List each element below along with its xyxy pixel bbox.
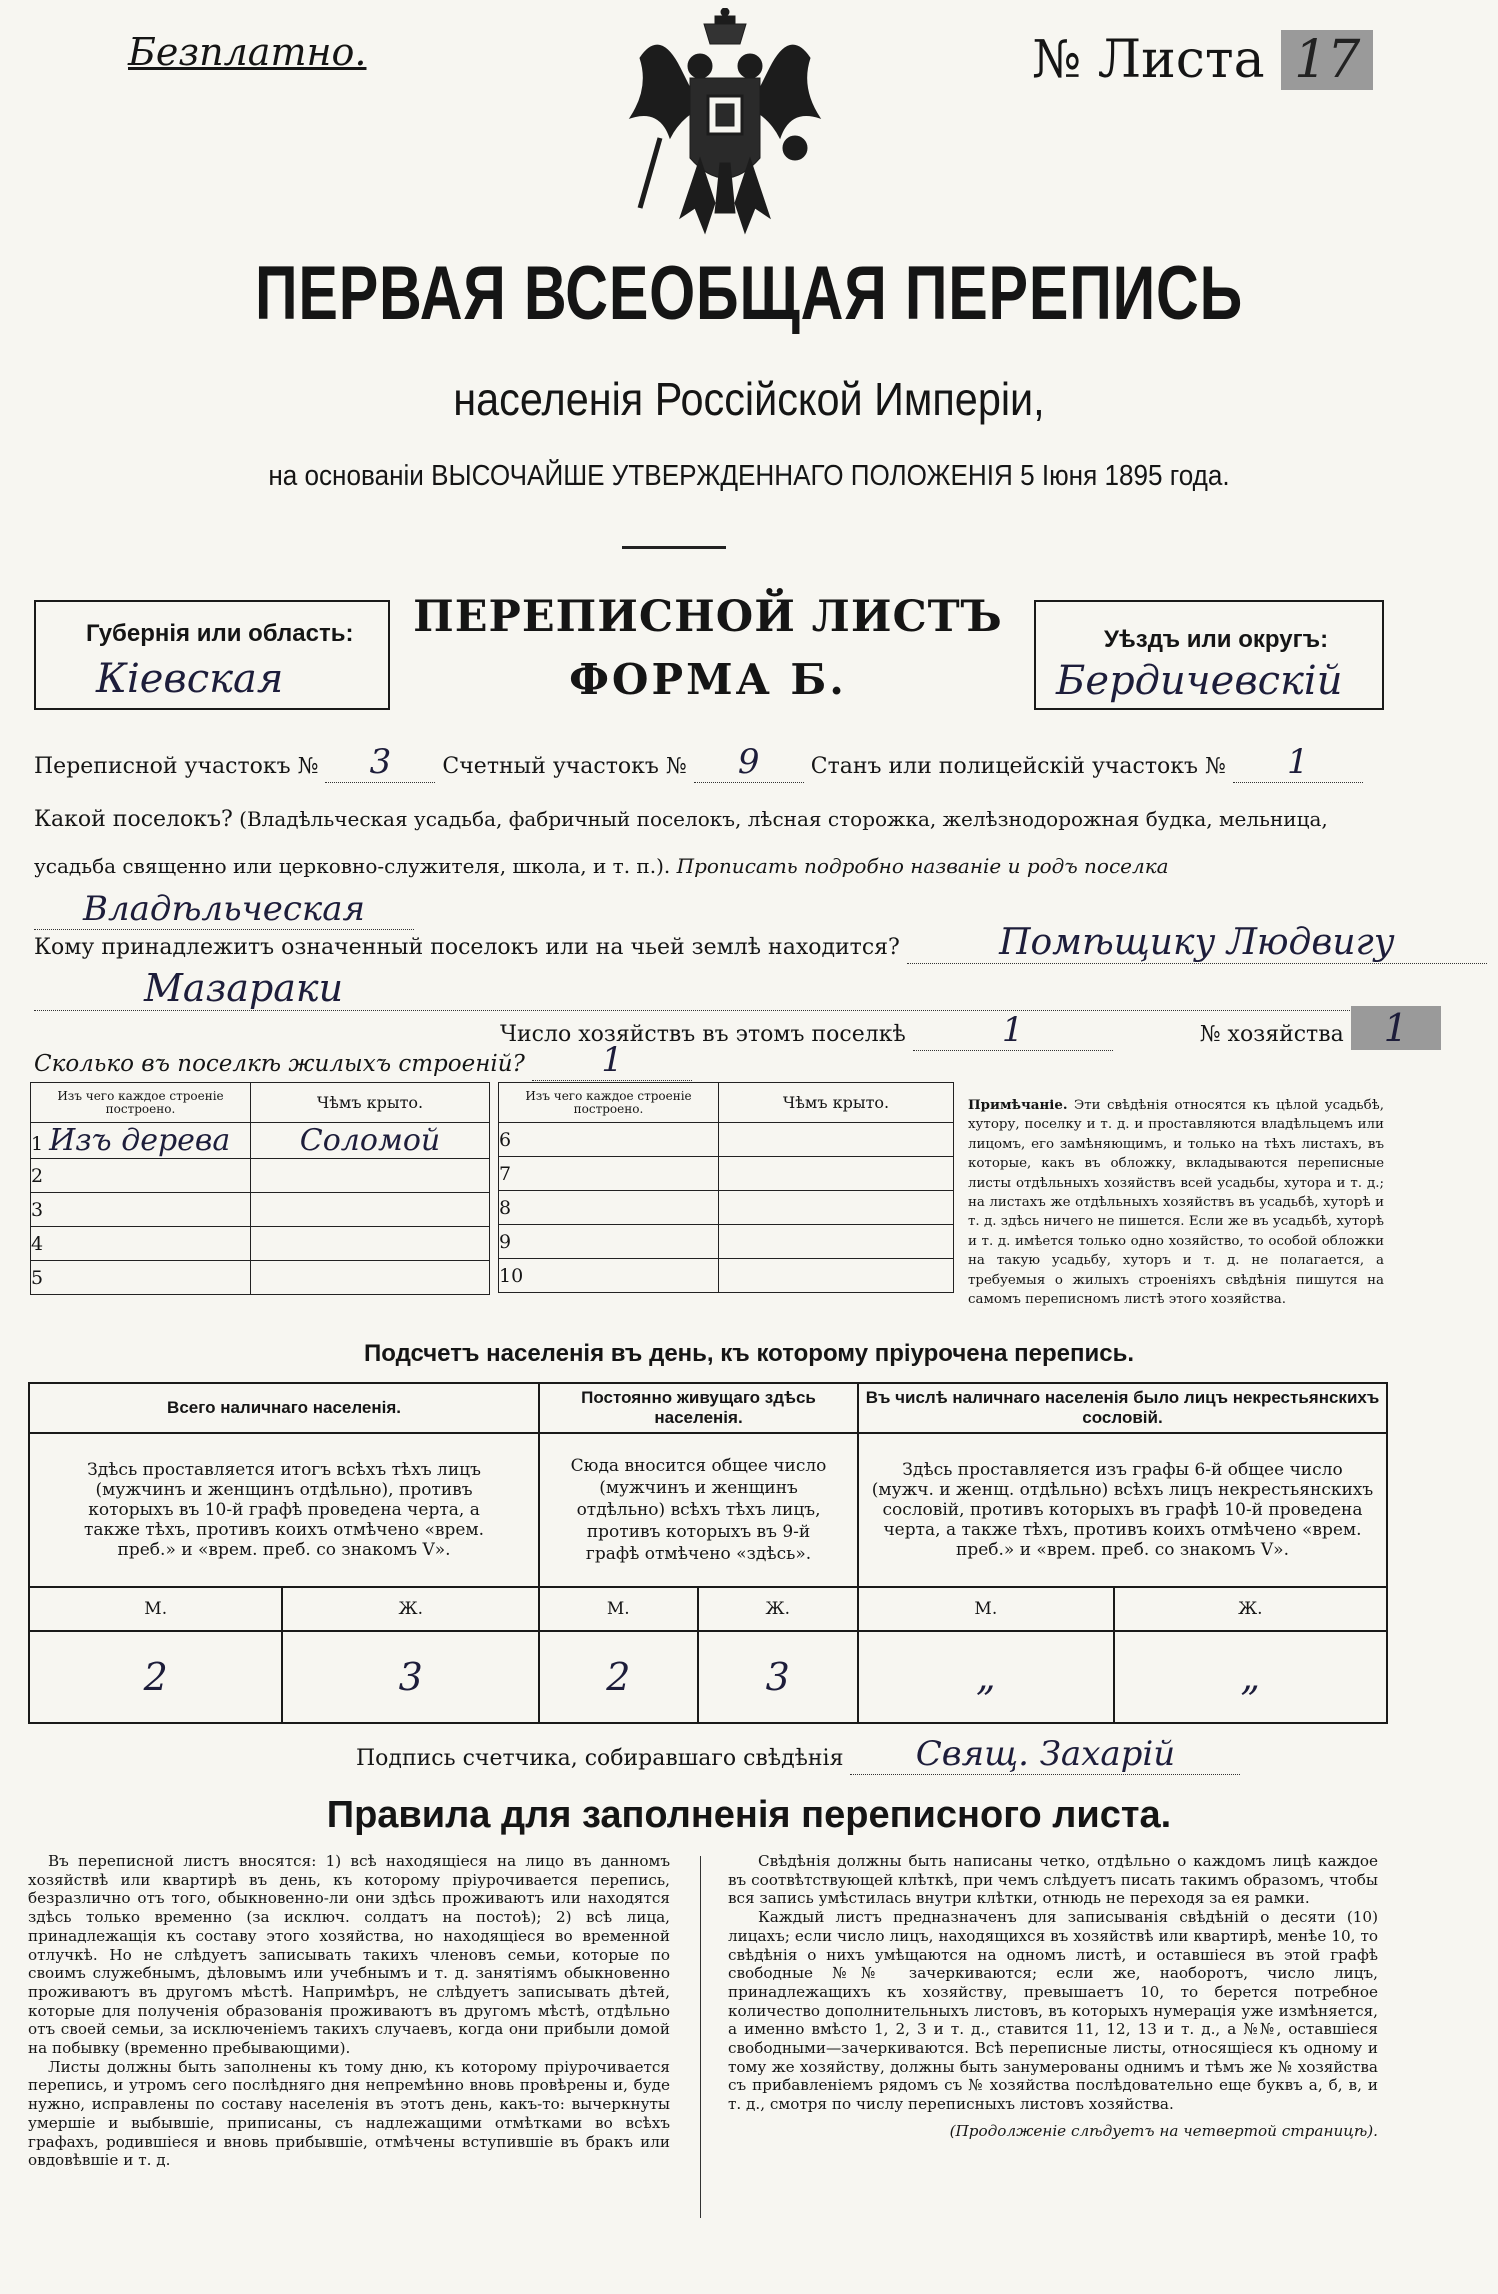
areas-row xyxy=(34,742,1394,783)
building-row-material[interactable]: 8 xyxy=(499,1191,719,1225)
building-roof-value[interactable] xyxy=(251,1159,490,1193)
settlement-value[interactable]: Владѣльческая xyxy=(34,889,414,930)
counting-area-value[interactable]: 9 xyxy=(694,742,804,783)
totals-table xyxy=(28,1382,1388,1724)
households-label: Число хозяйствъ въ этомъ поселкѣ xyxy=(500,1022,906,1047)
building-roof-value[interactable] xyxy=(719,1157,954,1191)
title-divider xyxy=(622,546,726,549)
signature-label: Подпись счетчика, собиравшаго свѣдѣнія xyxy=(356,1746,844,1771)
sheet-title: ПЕРЕПИСНОЙ ЛИСТЪ xyxy=(413,592,1003,642)
rules-right-column xyxy=(728,1852,1378,2141)
buildings-note xyxy=(968,1096,1384,1309)
rules-right-paragraph-1: Свѣдѣнія должны быть написаны четко, отдѣльно о каждомъ лицѣ каждое въ соотвѣтствующей клѣткѣ, при чемъ слѣдуетъ писать такимъ образомъ, чтобы вся запись умѣстилась внутри клѣтки, отнюдь не переходя за ея рамки. xyxy=(728,1852,1378,1908)
building-row-material[interactable]: 3 xyxy=(31,1193,251,1227)
totals-heading: Подсчетъ населенія въ день, къ которому пріурочена перепись. xyxy=(364,1340,1134,1367)
settlement-label: Какой поселокъ? xyxy=(34,807,233,832)
building-row-material[interactable]: 6 xyxy=(499,1123,719,1157)
census-area-label: Переписной участокъ № xyxy=(34,754,319,779)
district-label: Уѣздъ или округъ: xyxy=(1104,626,1329,653)
page-subtitle: населенія Россійской Имперіи, xyxy=(453,373,1045,425)
building-material-value: Изъ дерева xyxy=(49,1123,231,1158)
stan-label: Станъ или полицейскій участокъ № xyxy=(810,754,1226,779)
total-permanent-female[interactable]: 3 xyxy=(698,1631,858,1723)
buildings-label: Сколько въ поселкѣ жилыхъ строеній? xyxy=(34,1051,525,1077)
female-label: Ж. xyxy=(282,1587,539,1631)
sheet-number-block xyxy=(1032,30,1373,90)
free-label: Безплатно. xyxy=(128,30,367,74)
total-all-male[interactable]: 2 xyxy=(29,1631,282,1723)
sheet-number-value: 17 xyxy=(1281,30,1373,90)
buildings-value[interactable]: 1 xyxy=(532,1040,692,1081)
female-label: Ж. xyxy=(698,1587,858,1631)
building-row-material[interactable]: 10 xyxy=(499,1259,719,1293)
rules-column-divider xyxy=(700,1856,701,2218)
buildings-table-left xyxy=(30,1082,490,1295)
male-label: М. xyxy=(29,1587,282,1631)
province-value[interactable]: Кіевская xyxy=(96,656,284,702)
building-roof-value[interactable] xyxy=(251,1227,490,1261)
total-nonpeasant-male[interactable]: „ xyxy=(858,1631,1114,1723)
building-roof-value[interactable] xyxy=(719,1123,954,1157)
settlement-instruction: Прописать подробно названіе и родъ поселка xyxy=(676,854,1169,878)
province-label: Губернія или область: xyxy=(86,620,354,647)
district-box xyxy=(1034,600,1384,710)
total-permanent-male[interactable]: 2 xyxy=(539,1631,697,1723)
building-row-material[interactable]: 1 Изъ дерева xyxy=(31,1123,251,1159)
building-roof-value[interactable]: Соломой xyxy=(251,1123,490,1159)
district-value[interactable]: Бердичевскій xyxy=(1056,658,1343,704)
roof-header: Чѣмъ крыто. xyxy=(251,1083,490,1123)
household-number-value[interactable]: 1 xyxy=(1351,1006,1441,1050)
total-permanent-title: Постоянно живущаго здѣсь населенія. xyxy=(539,1383,858,1433)
total-nonpeasant-title: Въ числѣ наличнаго населенія было лицъ некрестьянскихъ сословій. xyxy=(858,1383,1387,1433)
total-all-female[interactable]: 3 xyxy=(282,1631,539,1723)
building-roof-value[interactable] xyxy=(251,1193,490,1227)
building-roof-value[interactable] xyxy=(719,1191,954,1225)
buildings-row xyxy=(34,1040,692,1081)
building-row-material[interactable]: 2 xyxy=(31,1159,251,1193)
page-basis: на основаніи ВЫСОЧАЙШЕ УТВЕРЖДЕННАГО ПОЛОЖЕНІЯ 5 Іюня 1895 года. xyxy=(268,460,1230,492)
rules-left-paragraph-2: Листы должны быть заполнены къ тому дню, къ которому пріурочивается перепись, и утромъ сего послѣдняго дня непремѣнно вновь провѣрены и, буде нужно, исправлены по составу населенія въ этотъ день, какъ-то: вычеркнуты умершіе и выбывшіе, приписаны, съ надлежащими отмѣтками во всѣхъ графахъ, родившіеся и вновь прибывшіе, отмѣчены вступившіе въ бракъ или овдовѣвшіе и т. д. xyxy=(28,2057,670,2170)
stan-value[interactable]: 1 xyxy=(1233,742,1363,783)
rules-left-paragraph-1: Въ переписной листъ вносятся: 1) всѣ находящіеся на лицо въ данномъ хозяйствѣ или квартирѣ въ день, къ которому пріурочивается перепись, безразлично отъ того, обыкновенно-ли они здѣсь проживаютъ или находятся здѣсь только временно (за исключ. солдатъ на постоѣ); 2) всѣ лица, принадлежащія къ составу этого хозяйства, но находящіеся во временной отлучкѣ. Но не слѣдуетъ записывать такихъ членовъ семьи, которые по своимъ служебнымъ, дѣловымъ или учебнымъ и т. д. занятіямъ обыкновенно проживаютъ въ другомъ мѣстѣ. Напримѣръ, не слѣдуетъ записывать дѣтей, которые для полученія образованія проживаютъ въ другомъ мѣстѣ, отдѣльно отъ своей семьи, за исключеніемъ такихъ случаевъ, когда они прибыли домой на побывку (временно пребывающими). xyxy=(28,1852,670,2058)
building-row-material[interactable]: 4 xyxy=(31,1227,251,1261)
total-all-desc: Здѣсь проставляется итогъ всѣхъ тѣхъ лицъ (мужчинъ и женщинъ отдѣльно), противъ которыхъ въ 10-й графѣ проведена черта, а также тѣхъ, противъ коихъ отмѣчено «врем. преб.» и «врем. преб. со знакомъ V». xyxy=(29,1433,539,1587)
owner-block xyxy=(34,922,1394,1011)
owner-value-2[interactable]: Мазараки xyxy=(34,966,1394,1011)
rules-title: Правила для заполненія переписного листа. xyxy=(326,1794,1172,1836)
building-row-material[interactable]: 7 xyxy=(499,1157,719,1191)
building-roof-value[interactable] xyxy=(251,1261,490,1295)
signature-row xyxy=(356,1734,1240,1775)
owner-value-1[interactable]: Помѣщику Людвигу xyxy=(907,922,1487,964)
province-box xyxy=(34,600,390,710)
building-row-material[interactable]: 9 xyxy=(499,1225,719,1259)
building-roof-value[interactable] xyxy=(719,1225,954,1259)
settlement-hint: (Владѣльческая усадьба, фабричный поселокъ, лѣсная сторожка, желѣзнодорожная будка, мельница, усадьба священно или церковно-служителя, школа, и т. п.). xyxy=(34,807,1328,878)
male-label: М. xyxy=(858,1587,1114,1631)
female-label: Ж. xyxy=(1114,1587,1387,1631)
note-text: Эти свѣдѣнія относятся къ цѣлой усадьбѣ, хутору, поселку и т. д. и проставляются владѣльцемъ или лицомъ, его замѣняющимъ, и только на тѣхъ листахъ, въ которые, какъ въ обложку, вкладываются переписные листы отдѣльныхъ хозяйствъ всей усадьбы, хутора и т. д.; на листахъ же отдѣльныхъ хозяйствъ въ усадьбѣ, хуторѣ и т. д. здѣсь ничего не пишется. Если же въ усадьбѣ, хуторѣ и т. д. имѣется только одно хозяйство, то особой обложки на такую усадьбу, хуторъ и т. д. не полагается, а требуемыя о жилыхъ строеніяхъ свѣдѣнія пишутся на самомъ переписномъ листѣ этого хозяйства. xyxy=(968,1098,1384,1308)
rules-left-column xyxy=(28,1852,670,2170)
settlement-block xyxy=(34,796,1394,936)
page-title: ПЕРВАЯ ВСЕОБЩАЯ ПЕРЕПИСЬ xyxy=(255,251,1243,336)
sheet-number-label: № Листа xyxy=(1032,30,1265,90)
coat-of-arms-icon xyxy=(620,8,830,248)
building-row-material[interactable]: 5 xyxy=(31,1261,251,1295)
owner-label: Кому принадлежитъ означенный поселокъ или на чьей землѣ находится? xyxy=(34,935,900,960)
male-label: М. xyxy=(539,1587,697,1631)
form-title: ФОРМА Б. xyxy=(569,655,847,704)
households-value[interactable]: 1 xyxy=(913,1010,1113,1051)
note-title: Примѣчаніе. xyxy=(968,1097,1068,1113)
total-nonpeasant-female[interactable]: „ xyxy=(1114,1631,1387,1723)
building-roof-value[interactable] xyxy=(719,1259,954,1293)
material-header: Изъ чего каждое строеніе построено. xyxy=(499,1083,719,1123)
roof-header: Чѣмъ крыто. xyxy=(719,1083,954,1123)
total-all-title: Всего наличнаго населенія. xyxy=(29,1383,539,1433)
rules-right-paragraph-2: Каждый листъ предназначенъ для записыванія свѣдѣній о десяти (10) лицахъ; если число лицъ, находящихся въ хозяйствѣ или квартирѣ, менѣе 10, то свѣдѣнія о нихъ умѣщаются на одномъ листѣ, и оставшіеся въ этой графѣ свободные №№ зачеркиваются; если же, наоборотъ, число лицъ, принадлежащихъ къ хозяйству, превышаетъ 10, то берется потребное количество дополнительныхъ листовъ, въ которыхъ нумерація уже измѣняется, а именно вмѣсто 1, 2, 3 и т. д., ставится 11, 12, 13 и т. д., а №№, оставшіеся свободными—зачеркиваются. Всѣ переписные листы, относящіеся къ одному и тому же хозяйству, должны быть занумерованы однимъ и тѣмъ же № хозяйства съ прибавленіемъ рядомъ съ № хозяйства послѣдовательно еще буквъ а, б, в, и т. д., смотря по числу переписныхъ листовъ хозяйства. xyxy=(728,1908,1378,2114)
counting-area-label: Счетный участокъ № xyxy=(442,754,687,779)
household-number-label: № хозяйства xyxy=(1199,1022,1344,1047)
buildings-table-right xyxy=(498,1082,954,1293)
total-nonpeasant-desc: Здѣсь проставляется изъ графы 6-й общее число (мужч. и женщ. отдѣльно) всѣхъ лицъ некрестьянскихъ сословій, противъ которыхъ въ графѣ 10-й проведена черта, а также тѣхъ, противъ коихъ отмѣчено «врем. преб.» и «врем. преб. со знакомъ V». xyxy=(858,1433,1387,1587)
signature-value[interactable]: Свящ. Захарій xyxy=(850,1734,1240,1775)
total-permanent-desc: Сюда вносится общее число (мужчинъ и женщинъ отдѣльно) всѣхъ тѣхъ лицъ, противъ которыхъ въ 9-й графѣ отмѣчено «здѣсь». xyxy=(539,1433,858,1587)
rules-continued: (Продолженіе слѣдуетъ на четвертой страницѣ). xyxy=(949,2121,1378,2140)
material-header: Изъ чего каждое строеніе построено. xyxy=(31,1083,251,1123)
census-area-value[interactable]: 3 xyxy=(325,742,435,783)
